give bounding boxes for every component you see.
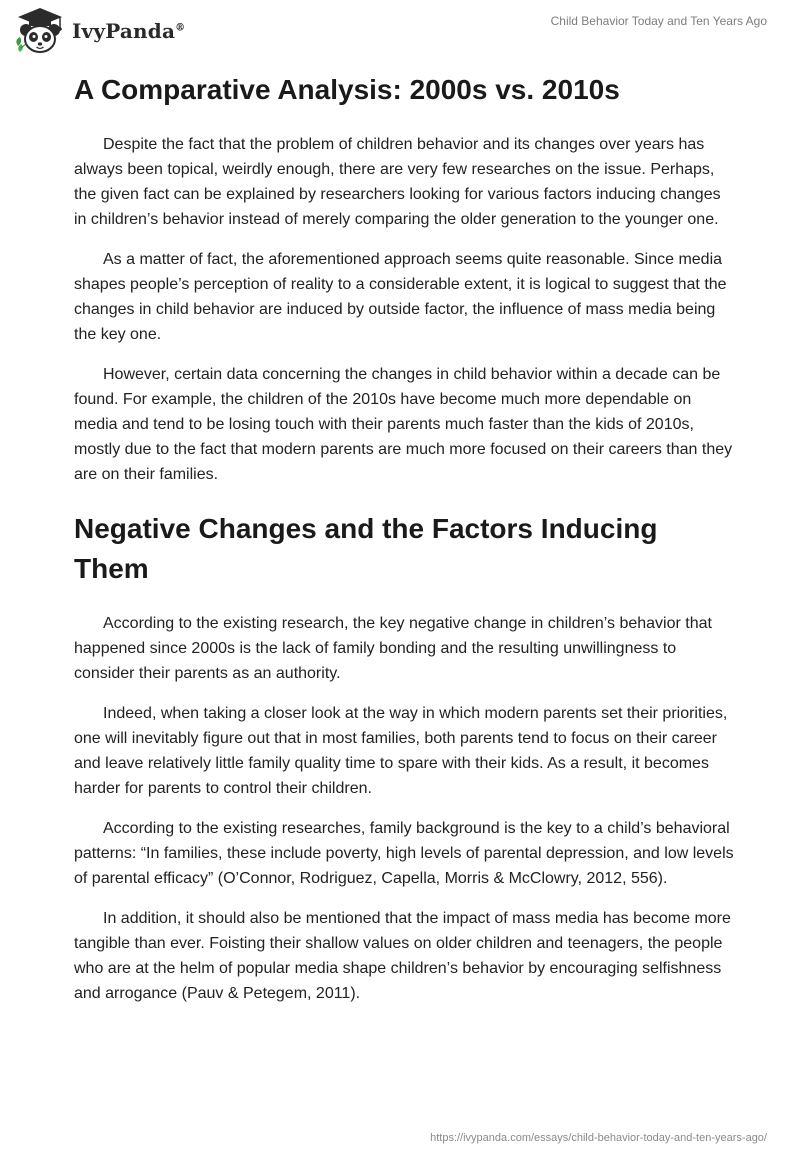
panda-graduate-icon: [14, 6, 66, 56]
paragraph: Indeed, when taking a closer look at the way in which modern parents set their priorities, one will inevitably figure out that in most families, both parents tend to focus on their career and leave relatively little family quality time to spare with their kids. As a result, it becomes harder for parents to control their children.: [74, 705, 728, 797]
paragraph: As a matter of fact, the aforementioned approach seems quite reasonable. Since media shapes people’s perception of reality to a considerable extent, it is logical to suggest that the changes in child behavior are induced by outside factor, the influence of mass media being the key one.: [74, 251, 727, 343]
ivypanda-logo[interactable]: [14, 6, 185, 56]
source-url-link[interactable]: https://ivypanda.com/essays/child-behavior-today-and-ten-years-ago/: [430, 1132, 767, 1144]
section-heading: A Comparative Analysis: 2000s vs. 2010s: [74, 74, 620, 105]
paragraph: Despite the fact that the problem of children behavior and its changes over years has always been topical, weirdly enough, there are very few researches on the issue. Perhaps, the given fact can be explained by researchers looking for various factors inducing changes in children’s behavior instead of merely comparing the older generation to the younger one.: [74, 136, 721, 228]
document-title: Child Behavior Today and Ten Years Ago: [550, 14, 767, 28]
paragraph: However, certain data concerning the changes in child behavior within a decade can be found. For example, the children of the 2010s have become much more dependable on media and tend to be losing touch with their parents much faster than the kids of 2010s, mostly due to the fact that modern parents are much more focused on their careers than they are on their families.: [74, 366, 733, 483]
logo-wordmark: IvyPanda®: [72, 19, 186, 43]
paragraph: According to the existing research, the key negative change in children’s behavior that happened since 2000s is the lack of family bonding and the resulting unwillingness to consider their parents as an authority.: [74, 615, 712, 682]
essay-content: [74, 70, 734, 1006]
paragraph: In addition, it should also be mentioned that the impact of mass media has become more tangible than ever. Foisting their shallow values on older children and teenagers, the people who are at the helm of popular media shape children’s behavior by encouraging selfishness and arrogance (Pauv & Petegem, 2011).: [74, 910, 731, 1002]
paragraph: According to the existing researches, family background is the key to a child’s behavioral patterns: “In families, these include poverty, high levels of parental depression, and low levels of parental efficacy” (O’Connor, Rodriguez, Capella, Morris & McClowry, 2012, 556).: [74, 820, 734, 887]
page-header: [0, 0, 800, 62]
section-heading: Negative Changes and the Factors Inducing Them: [74, 513, 658, 584]
